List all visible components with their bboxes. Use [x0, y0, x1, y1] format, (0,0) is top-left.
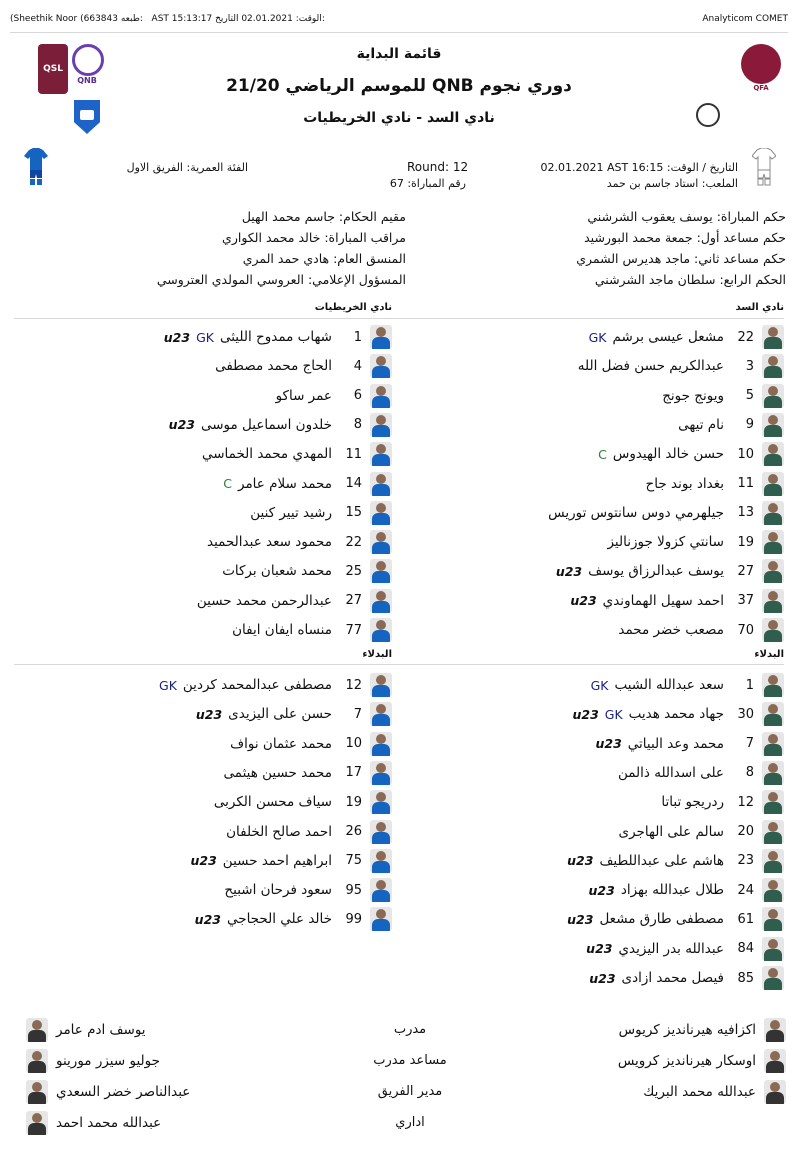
captain-badge: C: [598, 446, 607, 462]
away-staff-member: [26, 1078, 190, 1106]
player-name: سعد عبدالله الشيب: [614, 677, 724, 693]
official-fourth: الحكم الرابع: سلطان ماجد الشرشني: [594, 272, 786, 287]
player-name: خالد علي الحجاجي: [226, 911, 332, 928]
player-name: جهاد محمد هديب: [628, 706, 724, 723]
u23-badge: u23: [588, 882, 615, 898]
staff-role: مدرب: [393, 1022, 427, 1037]
print-date: 02.01.2021: [241, 14, 293, 24]
player-photo: [370, 761, 392, 785]
match-round: Round: 12: [407, 160, 469, 174]
player-photo: [370, 618, 392, 642]
goalkeeper-badge: GK: [588, 329, 607, 345]
player-photo: [370, 325, 392, 349]
player-row: [678, 411, 784, 439]
player-number: 12: [345, 677, 362, 693]
player-row: [598, 440, 784, 468]
player-photo: [370, 559, 392, 583]
player-name: منساه ايفان ايفان: [232, 622, 332, 638]
officials-right: [456, 206, 786, 290]
player-number: 37: [737, 593, 754, 609]
away-team-header: نادي الخريطيات: [314, 302, 392, 313]
player-photo: [762, 937, 784, 961]
player-number: 8: [353, 417, 362, 433]
staff-name: جوليو سيزر مورينو: [56, 1053, 160, 1069]
staff-role: مساعد مدرب: [373, 1053, 447, 1068]
player-row: [578, 352, 784, 380]
player-name: عبدالرحمن محمد حسين: [196, 592, 332, 609]
home-staff-member: [618, 1047, 786, 1075]
player-photo: [762, 790, 784, 814]
player-number: 99: [345, 911, 362, 927]
printed-by: (Sheethik Noor (663843: [10, 14, 118, 24]
home-kit-icon: [752, 148, 776, 186]
player-row: [591, 671, 784, 699]
player-number: 23: [737, 853, 754, 869]
player-name: محمد شعبان بركات: [222, 563, 332, 580]
match-title: نادي السد - نادي الخريطيات: [303, 110, 495, 126]
player-photo: [762, 673, 784, 697]
player-number: 10: [345, 736, 362, 752]
player-number: 25: [345, 563, 362, 579]
player-name: عمر ساكو: [275, 387, 332, 404]
away-subs-header: البدلاء: [362, 649, 392, 660]
player-number: 7: [745, 736, 754, 752]
player-row: [607, 528, 784, 556]
u23-badge: u23: [570, 593, 597, 609]
player-number: 22: [345, 534, 362, 550]
player-row: [618, 616, 784, 644]
player-photo: [762, 820, 784, 844]
player-name: محمد وعد البياتي: [627, 735, 724, 752]
player-photo: [370, 878, 392, 902]
player-photo: [762, 413, 784, 437]
player-row: [250, 499, 392, 527]
player-row: [164, 323, 392, 351]
staff-name: اوسكار هيرنانديز كرويس: [617, 1053, 756, 1069]
player-photo: [370, 472, 392, 496]
player-name: احمد سهيل الهماوندي: [602, 592, 724, 609]
home-team-header: نادي السد: [735, 302, 784, 313]
player-number: 70: [737, 622, 754, 638]
u23-badge: u23: [567, 911, 594, 927]
player-number: 22: [737, 329, 754, 345]
home-staff-member: [643, 1078, 786, 1106]
player-name: محمد عثمان نواف: [230, 735, 332, 752]
match-stadium: الملعب: استاد جاسم بن حمد: [606, 177, 738, 190]
player-number: 85: [737, 970, 754, 986]
goalkeeper-badge: GK: [196, 329, 214, 345]
player-photo: [762, 702, 784, 726]
u23-badge: u23: [595, 736, 622, 752]
u23-badge: u23: [163, 329, 191, 345]
player-name: محمود سعد عبدالحميد: [207, 534, 332, 551]
player-name: سعود فرحان اشبيح: [224, 882, 332, 899]
u23-badge: u23: [572, 706, 599, 722]
official-referee: حكم المباراة: يوسف يعقوب الشرشني: [587, 209, 786, 224]
print-time-label: الوقت:: [295, 14, 322, 24]
player-row: [548, 499, 784, 527]
player-number: 14: [345, 476, 362, 491]
u23-badge: u23: [190, 853, 217, 869]
player-name: مصطفى عبدالمحمد كردين: [182, 677, 332, 693]
u23-badge: u23: [195, 706, 223, 722]
player-name: احمد صالح الخلفان: [226, 823, 332, 840]
player-number: 19: [737, 534, 754, 550]
sheet-title: قائمة البداية: [356, 46, 442, 62]
away-staff-member: [26, 1047, 160, 1075]
player-photo: [762, 384, 784, 408]
player-photo: [370, 413, 392, 437]
staff-photo: [26, 1018, 48, 1042]
player-name: مصطفى طارق مشعل: [599, 911, 724, 928]
player-number: 19: [345, 794, 362, 810]
staff-name: اكزافيه هيرنانديز كريوس: [618, 1022, 756, 1038]
player-row: [661, 788, 784, 816]
player-photo: [762, 559, 784, 583]
player-name: فيصل محمد ازادى: [621, 970, 724, 986]
player-name: ابراهيم احمد حسين: [222, 852, 332, 869]
u23-badge: u23: [586, 941, 613, 957]
player-number: 10: [737, 446, 754, 462]
player-row: [207, 528, 392, 556]
player-row: [159, 671, 392, 699]
player-row: [224, 759, 392, 787]
player-photo: [762, 761, 784, 785]
player-number: 13: [737, 505, 754, 521]
player-name: محمد سلام عامر: [238, 475, 332, 492]
staff-photo: [26, 1111, 48, 1135]
player-number: 1: [745, 677, 754, 693]
u23-badge: u23: [555, 563, 583, 579]
player-photo: [370, 354, 392, 378]
player-photo: [370, 849, 392, 873]
staff-name: عبدالله محمد البريك: [643, 1084, 756, 1100]
u23-badge: u23: [168, 417, 195, 433]
player-name: الحاج محمد مصطفى: [215, 358, 332, 375]
player-row: [556, 557, 784, 585]
player-number: 11: [345, 446, 362, 462]
player-photo: [370, 589, 392, 613]
player-row: [589, 964, 784, 992]
player-row: [214, 788, 392, 816]
goalkeeper-badge: GK: [590, 677, 609, 693]
player-row: [572, 700, 784, 728]
official-coordinator: المنسق العام: هادي حمد المري: [242, 251, 406, 266]
u23-badge: u23: [567, 853, 594, 869]
player-photo: [762, 442, 784, 466]
staff-photo: [764, 1018, 786, 1042]
staff-role: اداري: [395, 1115, 425, 1130]
player-row: [202, 440, 392, 468]
player-number: 27: [345, 593, 362, 609]
match-datetime: التاريخ / الوقت: 02.01.2021 AST 16:15: [540, 161, 738, 174]
system-name: Analyticom COMET: [702, 14, 788, 24]
player-number: 3: [745, 358, 754, 374]
player-name: بغداد بوند جاح: [645, 475, 724, 492]
player-row: [196, 700, 392, 728]
away-staff-member: [26, 1016, 146, 1044]
player-name: ويونج جونج: [662, 387, 724, 404]
player-name: المهدي محمد الخماسي: [201, 446, 332, 463]
player-photo: [370, 790, 392, 814]
u23-badge: u23: [194, 911, 221, 927]
match-number: رقم المباراة: 67: [389, 177, 466, 190]
player-row: [169, 411, 392, 439]
player-photo: [762, 878, 784, 902]
staff-name: يوسف ادم عامر: [56, 1022, 146, 1038]
official-assistant-1: حكم مساعد أول: جمعة محمد البورشيد: [584, 230, 786, 245]
player-number: 5: [745, 388, 754, 404]
league-title: دوري نجوم QNB للموسم الرياضي 21/20: [226, 76, 572, 96]
player-number: 6: [353, 388, 362, 404]
player-number: 61: [737, 911, 754, 927]
player-photo: [370, 673, 392, 697]
away-kit-icon: [24, 148, 48, 186]
player-name: محمد حسين هيثمى: [223, 764, 332, 781]
player-photo: [762, 530, 784, 554]
player-row: [619, 818, 784, 846]
player-name: مشعل عيسى برشم: [612, 329, 724, 345]
player-photo: [762, 354, 784, 378]
player-number: 95: [345, 882, 362, 898]
player-name: شهاب ممدوح الليثى: [219, 329, 332, 345]
player-row: [197, 587, 392, 615]
player-row: [230, 730, 392, 758]
player-name: هاشم على عبداللطيف: [599, 852, 724, 869]
sponsor-logo: QNB: [72, 44, 102, 94]
player-number: 17: [345, 765, 362, 781]
player-name: عبدالكريم حسن فضل الله: [577, 358, 724, 375]
staff-photo: [764, 1080, 786, 1104]
player-photo: [762, 325, 784, 349]
player-row: [595, 730, 784, 758]
player-photo: [762, 589, 784, 613]
player-number: 30: [737, 706, 754, 722]
player-number: 75: [345, 853, 362, 869]
player-name: ردريجو تباتا: [661, 794, 724, 811]
player-row: [567, 905, 784, 933]
player-photo: [762, 849, 784, 873]
player-row: [570, 587, 784, 615]
player-number: 12: [737, 794, 754, 810]
player-name: عبدالله بدر اليزيدي: [618, 940, 724, 957]
player-row: [646, 470, 784, 498]
captain-badge: C: [223, 476, 232, 491]
home-subs-header: البدلاء: [754, 649, 784, 660]
player-name: سالم على الهاجرى: [618, 823, 724, 840]
player-photo: [762, 732, 784, 756]
player-row: [222, 557, 392, 585]
player-row: [232, 616, 392, 644]
staff-photo: [26, 1049, 48, 1073]
player-photo: [370, 732, 392, 756]
player-photo: [370, 501, 392, 525]
player-name: حسن خالد الهيدوس: [612, 446, 724, 463]
goalkeeper-badge: GK: [159, 677, 177, 693]
league-logo: QSL: [38, 44, 68, 94]
player-photo: [370, 442, 392, 466]
player-row: [618, 759, 784, 787]
player-number: 1: [353, 329, 362, 345]
player-name: نام تيهى: [678, 416, 724, 433]
player-name: سانتي كزولا جوزناليز: [607, 534, 724, 551]
player-row: [215, 352, 392, 380]
u23-badge: u23: [589, 970, 616, 986]
player-row: [586, 935, 784, 963]
player-number: 7: [353, 706, 362, 722]
official-media: المسؤول الإعلامي: العروسي المولدي العتروسي: [156, 272, 406, 287]
player-number: 26: [345, 824, 362, 839]
staff-photo: [764, 1049, 786, 1073]
player-number: 8: [745, 765, 754, 781]
subs-divider: [14, 664, 784, 665]
staff-name: عبدالناصر خضر السعدي: [56, 1084, 191, 1100]
print-info: [10, 14, 325, 24]
player-name: طلال عبدالله بهزاد: [620, 882, 724, 899]
player-name: على اسدالله ذالمن: [617, 764, 724, 781]
home-staff-member: [619, 1016, 786, 1044]
official-assessor: مقيم الحكام: جاسم محمد الهيل: [241, 209, 406, 224]
player-name: مصعب خضر محمد: [618, 622, 724, 638]
player-row: [567, 847, 784, 875]
lineup-divider: [14, 318, 784, 319]
player-number: 20: [737, 824, 754, 839]
header-divider: [10, 32, 788, 33]
player-number: 24: [737, 882, 754, 898]
print-date-label: التاريخ:: [215, 14, 325, 24]
player-name: حسن على اليزيدى: [228, 706, 332, 723]
player-number: 9: [745, 417, 754, 433]
player-photo: [370, 907, 392, 931]
player-number: 15: [345, 505, 362, 521]
staff-role: مدير الفريق: [377, 1084, 443, 1099]
official-commissioner: مراقب المباراة: خالد محمد الكواري: [222, 230, 406, 245]
player-number: 77: [345, 622, 362, 638]
player-photo: [762, 472, 784, 496]
print-time: AST 15:13:17: [151, 14, 213, 24]
player-number: 84: [737, 941, 754, 957]
player-name: سياف محسن الكربى: [213, 794, 332, 811]
player-photo: [370, 384, 392, 408]
staff-name: عبدالله محمد احمد: [56, 1115, 162, 1131]
staff-photo: [26, 1080, 48, 1104]
goalkeeper-badge: GK: [604, 706, 623, 722]
player-name: جيلهرمي دوس سانتوس توريس: [548, 504, 724, 521]
player-photo: [370, 820, 392, 844]
player-name: خلدون اسماعيل موسى: [200, 416, 332, 433]
official-assistant-2: حكم مساعد ثاني: ماجد هديرس الشمري: [576, 251, 786, 266]
player-photo: [762, 501, 784, 525]
player-photo: [370, 530, 392, 554]
player-row: [191, 847, 393, 875]
player-row: [589, 876, 784, 904]
player-photo: [370, 702, 392, 726]
player-row: [589, 323, 784, 351]
officials-left: [60, 206, 406, 290]
player-photo: [762, 907, 784, 931]
player-name: يوسف عبدالرزاق يوسف: [588, 563, 724, 580]
player-photo: [762, 966, 784, 990]
player-row: [223, 470, 392, 498]
age-category: الفئة العمرية: الفريق الاول: [126, 161, 248, 174]
player-row: [195, 905, 392, 933]
player-number: 11: [737, 476, 754, 491]
player-number: 27: [737, 563, 754, 579]
player-photo: [762, 618, 784, 642]
player-row: [224, 876, 392, 904]
player-row: [226, 818, 392, 846]
player-name: رشيد تيير كنين: [250, 504, 332, 521]
player-number: 4: [353, 358, 362, 374]
player-row: [662, 382, 784, 410]
away-staff-member: [26, 1109, 161, 1137]
printed-by-label: طبعه:: [120, 14, 143, 24]
federation-logo: QFA: [737, 44, 785, 94]
player-row: [276, 382, 392, 410]
